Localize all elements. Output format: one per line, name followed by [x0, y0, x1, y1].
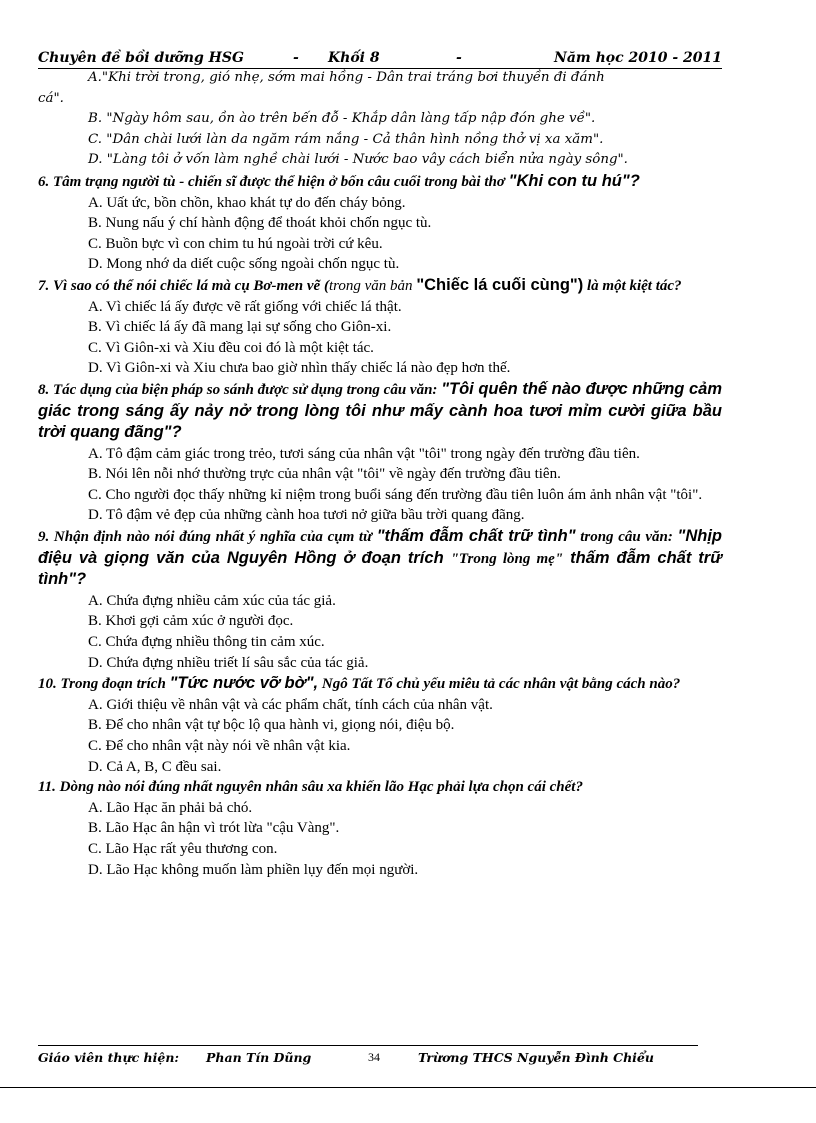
question-7-inner: trong văn bản: [328, 277, 417, 294]
question-7-text: 7. Vì sao có thể nói chiếc lá mà cụ Bơ-men vẽ (: [38, 277, 329, 294]
q10-option-b: B. Để cho nhân vật tự bộc lộ qua hành vi, giọng nói, điệu bộ.: [88, 717, 455, 734]
question-8-text: 8. Tác dụng của biện pháp so sánh được sử dụng trong câu văn:: [38, 381, 442, 398]
question-6-quote: "Khi con tu hú"?: [508, 171, 640, 190]
q10-option-c: C. Để cho nhân vật này nói về nhân vật kia.: [88, 738, 351, 754]
document-body: [38, 68, 722, 880]
q10-option-a: A. Giới thiệu về nhân vật và các phẩm chất, tính cách của nhân vật.: [88, 696, 493, 713]
q8-option-b: B. Nói lên nỗi nhớ thường trực của nhân vật "tôi" về ngày đến trường đầu tiên.: [88, 466, 561, 483]
q11-option-d: D. Lão Hạc không muốn làm phiền lụy đến mọi người.: [88, 861, 419, 878]
q9-option-c: C. Chứa đựng nhiều thông tin cảm xúc.: [88, 634, 325, 651]
question-9-quote-phrase: "thấm đẫm chất trữ tình": [376, 527, 576, 546]
q11-option-c: C. Lão Hạc rất yêu thương con.: [88, 840, 278, 857]
q5-option-a-line1: A."Khi trời trong, gió nhẹ, sớm mai hồng - Dân trai tráng bơi thuyền đi đánh: [88, 70, 605, 85]
header-school-year: Năm học 2010 - 2011: [554, 50, 722, 66]
q5-option-b: B. "Ngày hôm sau, ồn ào trên bến đỗ - Khắp dân làng tấp nập đón ghe về".: [88, 111, 596, 127]
question-6: [38, 171, 722, 193]
q5-option-c: C. "Dân chài lưới làn da ngăm rám nắng - Cả thân hình nồng thở vị xa xăm".: [88, 131, 604, 147]
q11-option-a: A. Lão Hạc ăn phải bả chó.: [88, 799, 253, 816]
q6-option-c: C. Buồn bực vì con chim tu hú ngoài trời cứ kêu.: [88, 235, 383, 252]
question-10: [38, 673, 722, 695]
q10-option-d: D. Cả A, B, C đều sai.: [88, 758, 222, 775]
footer-teacher-name: Phan Tín Dũng: [206, 1050, 312, 1065]
q7-option-d: D. Vì Giôn-xi và Xiu chưa bao giờ nhìn thấy chiếc lá nào đẹp hơn thế.: [88, 360, 511, 377]
question-9-text: 9. Nhận định nào nói đúng nhất ý nghĩa của cụm từ: [38, 529, 377, 546]
header-separator: -: [293, 50, 299, 66]
q9-option-a: A. Chứa đựng nhiều cảm xúc của tác giả.: [88, 592, 336, 609]
question-9-quote-end: thấm đẫm chất trữ tình"?: [38, 548, 722, 589]
q8-option-d: D. Tô đậm vẻ đẹp của những cành hoa tươi nở giữa bầu trời quang đãng.: [88, 507, 525, 524]
page-bottom-edge: [0, 1087, 816, 1088]
q9-option-b: B. Khơi gợi cảm xúc ở người đọc.: [88, 613, 294, 630]
header-topic: Chuyên đề bồi dưỡng HSG: [38, 50, 244, 66]
question-7-quote: "Chiếc lá cuối cùng"): [416, 275, 584, 294]
question-7-suffix: là một kiệt tác?: [583, 277, 682, 294]
question-11: 11. Dòng nào nói đúng nhất nguyên nhân sâu xa khiến lão Hạc phải lựa chọn cái chết?: [38, 779, 583, 796]
q6-option-a: A. Uất ức, bồn chồn, khao khát tự do đến cháy bỏng.: [88, 194, 406, 211]
question-7: [38, 275, 722, 297]
q7-option-b: B. Vì chiếc lá ấy đã mang lại sự sống cho Giôn-xi.: [88, 319, 392, 336]
question-8-quote: "Tôi quên thế nào được những cảm giác trong sáng ấy nảy nở trong lòng tôi như mấy cành hoa tươi mỉm cười giữa bầu trời quang đãng"?: [38, 379, 722, 442]
q11-option-b: B. Lão Hạc ân hận vì trót lừa "cậu Vàng".: [88, 820, 340, 837]
question-9-text-mid: trong câu văn:: [575, 529, 678, 546]
question-9-quote-sentence: "Nhịp điệu và giọng văn của Nguyên Hồng ở đoạn trích: [38, 527, 722, 567]
question-10-quote: "Tức nước vỡ bờ",: [169, 674, 319, 693]
q5-option-a-line2: cá".: [38, 90, 64, 106]
footer-school: Trừơng THCS Nguyễn Đình Chiểu: [418, 1050, 654, 1065]
q7-option-c: C. Vì Giôn-xi và Xiu đều coi đó là một kiệt tác.: [88, 339, 374, 356]
q7-option-a: A. Vì chiếc lá ấy được vẽ rất giống với chiếc lá thật.: [88, 298, 402, 315]
q6-option-d: D. Mong nhớ da diết cuộc sống ngoài chốn ngục tù.: [88, 256, 400, 273]
footer-teacher-label: Giáo viên thực hiện:: [38, 1050, 180, 1065]
page-footer: [38, 1050, 722, 1070]
question-10-suffix: Ngô Tất Tố chủ yếu miêu tả các nhân vật bằng cách nào?: [318, 676, 681, 693]
page-number: 34: [368, 1050, 380, 1064]
header-grade: Khối 8: [328, 50, 380, 66]
q5-option-d: D. "Làng tôi ở vốn làm nghề chài lưới - Nước bao vây cách biển nửa ngày sông".: [88, 152, 628, 168]
header-separator: -: [456, 50, 462, 66]
question-9-work-title: "Trong lòng mẹ": [450, 550, 564, 567]
question-9: [38, 526, 722, 591]
question-10-text: 10. Trong đoạn trích: [38, 676, 170, 693]
footer-rule: [38, 1045, 698, 1046]
q8-option-a: A. Tô đậm cảm giác trong trẻo, tươi sáng của nhân vật "tôi" trong ngày đến trường đầu tiên.: [88, 445, 640, 462]
page-header: [38, 50, 722, 70]
q8-option-c: C. Cho người đọc thấy những kỉ niệm trong buổi sáng đến trường đầu tiên luôn ám ảnh nhân vật "tôi".: [88, 486, 703, 503]
q9-option-d: D. Chứa đựng nhiều triết lí sâu sắc của tác giả.: [88, 654, 369, 671]
q6-option-b: B. Nung nấu ý chí hành động để thoát khỏi chốn ngục tù.: [88, 215, 432, 232]
question-8: [38, 379, 722, 444]
question-6-text: 6. Tâm trạng người tù - chiến sĩ được thể hiện ở bốn câu cuối trong bài thơ: [38, 173, 509, 190]
q5-option-a: [38, 68, 722, 109]
